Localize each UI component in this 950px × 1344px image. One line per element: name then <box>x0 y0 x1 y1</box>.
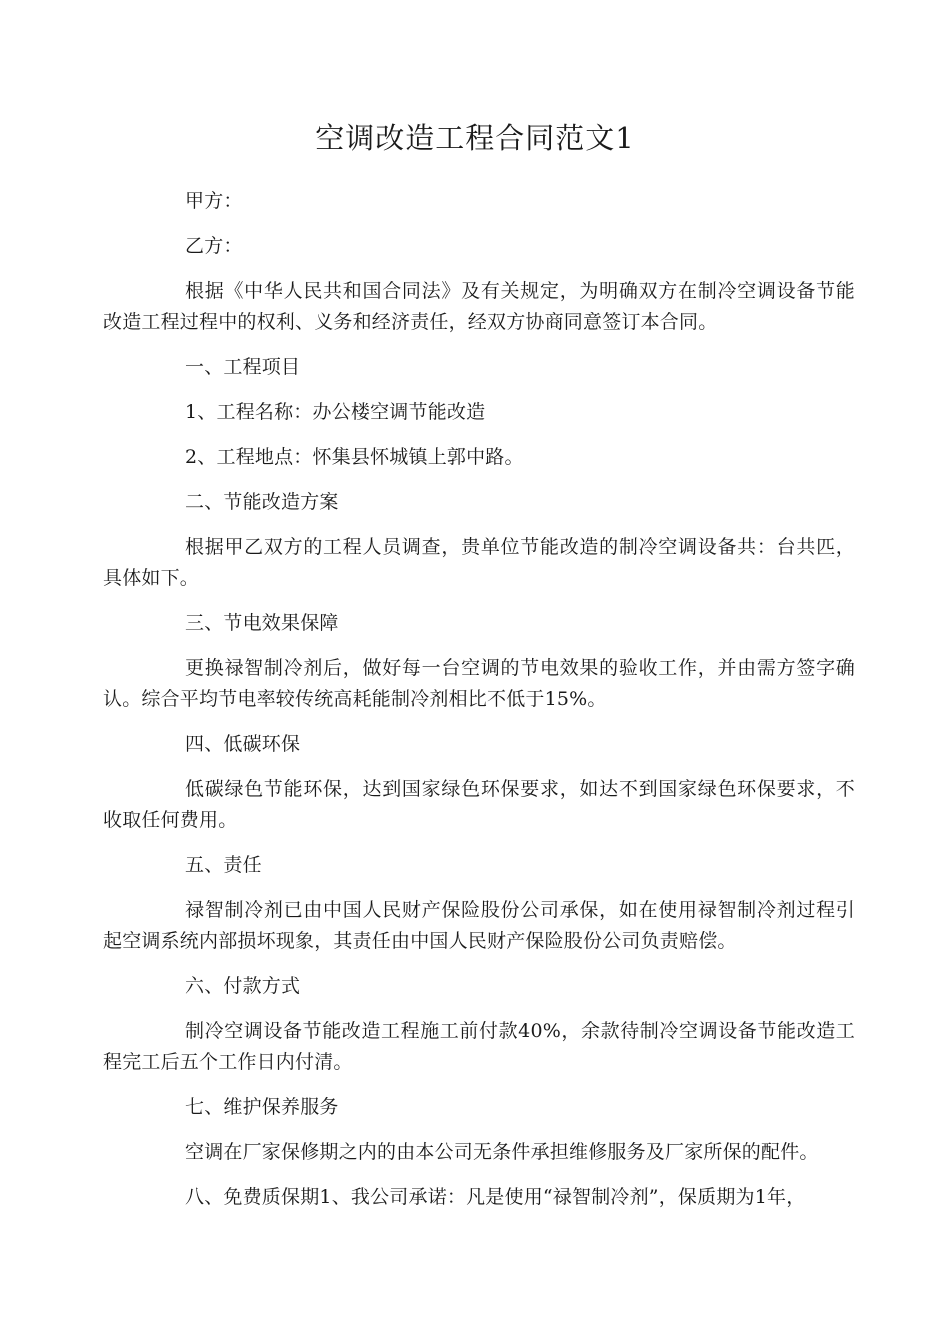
section-heading-environment: 四、低碳环保 <box>185 733 301 755</box>
document-body <box>103 186 855 1227</box>
section-heading-payment: 六、付款方式 <box>185 975 301 997</box>
party-a-line: 甲方： <box>185 190 243 212</box>
project-location-item: 2、工程地点：怀集县怀城镇上郭中路。 <box>185 446 524 468</box>
section-heading-maintenance: 七、维护保养服务 <box>185 1096 339 1118</box>
section-heading-project: 一、工程项目 <box>185 356 301 378</box>
warranty-paragraph: 八、免费质保期1、我公司承诺：凡是使用“禄智制冷剂”，保质期为1年， <box>185 1186 806 1208</box>
environment-paragraph: 低碳绿色节能环保，达到国家绿色环保要求，如达不到国家绿色环保要求，不收取任何费用。 <box>103 778 855 831</box>
section-heading-liability: 五、责任 <box>185 854 262 876</box>
project-name-item: 1、工程名称：办公楼空调节能改造 <box>185 401 486 423</box>
preamble-paragraph: 根据《中华人民共和国合同法》及有关规定，为明确双方在制冷空调设备节能改造工程过程中的权利、义务和经济责任，经双方协商同意签订本合同。 <box>103 280 855 333</box>
document-title: 空调改造工程合同范文1 <box>315 121 635 155</box>
section-heading-plan: 二、节能改造方案 <box>185 491 339 513</box>
plan-paragraph: 根据甲乙双方的工程人员调查，贵单位节能改造的制冷空调设备共：台共匹，具体如下。 <box>103 536 855 589</box>
maintenance-paragraph: 空调在厂家保修期之内的由本公司无条件承担维修服务及厂家所保的配件。 <box>185 1141 819 1163</box>
party-b-line: 乙方： <box>185 235 243 257</box>
section-heading-guarantee: 三、节电效果保障 <box>185 612 339 634</box>
liability-paragraph: 禄智制冷剂已由中国人民财产保险股份公司承保，如在使用禄智制冷剂过程引起空调系统内部损坏现象，其责任由中国人民财产保险股份公司负责赔偿。 <box>103 899 855 952</box>
payment-paragraph: 制冷空调设备节能改造工程施工前付款40%，余款待制冷空调设备节能改造工程完工后五个工作日内付清。 <box>103 1020 855 1073</box>
guarantee-paragraph: 更换禄智制冷剂后，做好每一台空调的节电效果的验收工作，并由需方签字确认。综合平均节电率较传统高耗能制冷剂相比不低于15%。 <box>103 657 855 710</box>
